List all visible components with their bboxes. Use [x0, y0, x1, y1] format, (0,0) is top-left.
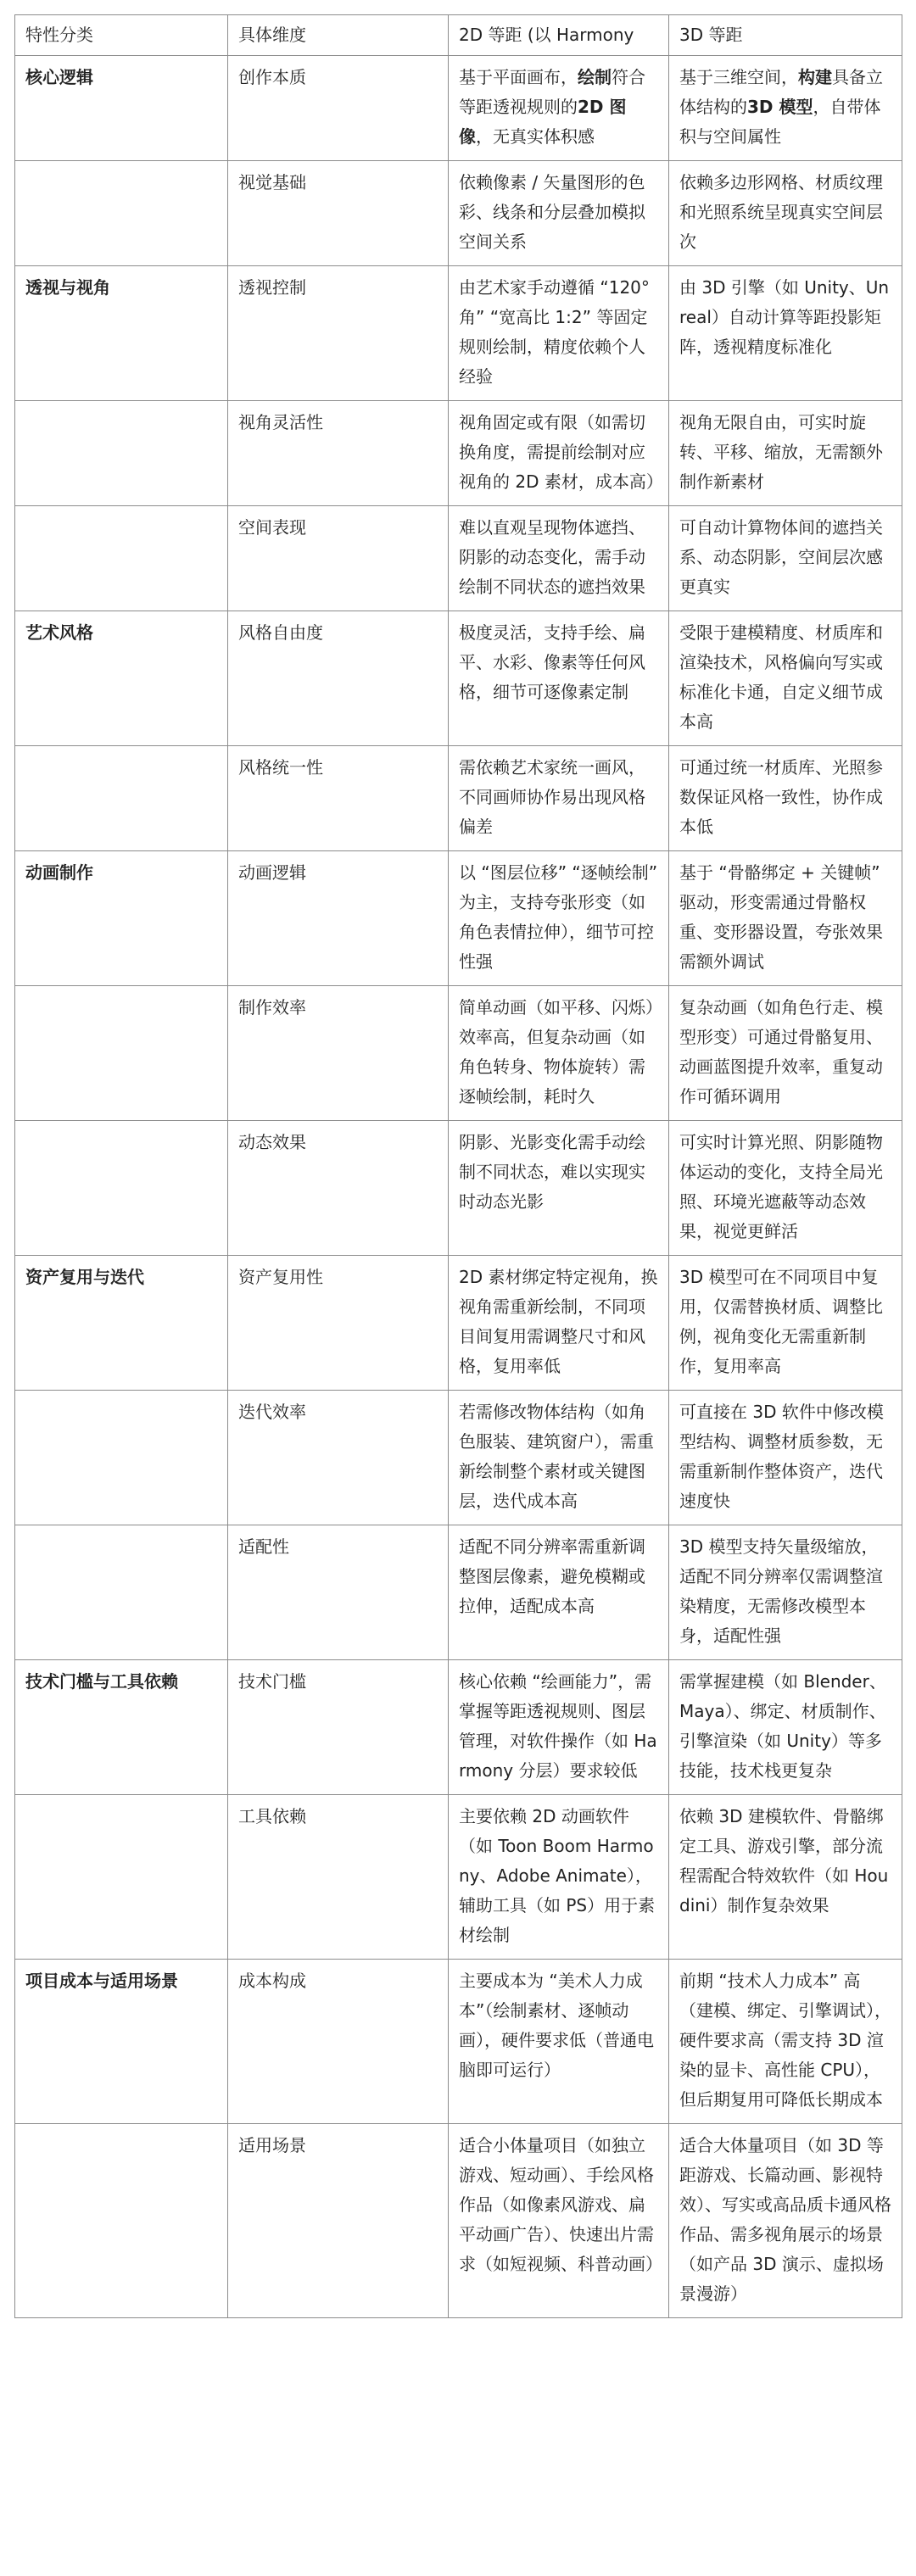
dimension-cell: 风格自由度: [228, 611, 449, 746]
cell-3d: [669, 851, 902, 986]
table-row: [15, 611, 902, 746]
cell-text: ，无真实体积感: [476, 126, 595, 147]
category-cell: [15, 161, 228, 266]
cell-emphasis: 2D 图像: [459, 97, 627, 147]
dimension-cell: 技术门槛: [228, 1660, 449, 1795]
cell-2d: [449, 746, 669, 851]
cell-text: 依赖多边形网格、材质纹理和光照系统呈现真实空间层次: [679, 172, 883, 252]
table-row: [15, 401, 902, 506]
dimension-cell: 资产复用性: [228, 1256, 449, 1391]
cell-3d: [669, 401, 902, 506]
dimension-cell: 视觉基础: [228, 161, 449, 266]
cell-text: 视角无限自由，可实时旋转、平移、缩放，无需额外制作新素材: [679, 412, 883, 492]
dimension-cell: 工具依赖: [228, 1795, 449, 1960]
cell-2d: [449, 1121, 669, 1256]
dimension-cell: 适配性: [228, 1525, 449, 1660]
cell-text: 主要依赖 2D 动画软件（如 Toon Boom Harmony、Adobe Animate），辅助工具（如 PS）用于素材绘制: [459, 1806, 656, 1945]
cell-text: 3D 模型可在不同项目中复用，仅需替换材质、调整比例，视角变化无需重新制作，复用率高: [679, 1267, 883, 1376]
table-row: [15, 2124, 902, 2318]
dimension-cell: 迭代效率: [228, 1391, 449, 1525]
cell-2d: [449, 1660, 669, 1795]
table-row: [15, 1121, 902, 1256]
cell-text: 由 3D 引擎（如 Unity、Unreal）自动计算等距投影矩阵，透视精度标准化: [679, 277, 890, 357]
cell-text: 以 “图层位移” “逐帧绘制” 为主，支持夸张形变（如角色表情拉伸），细节可控性强: [459, 862, 658, 972]
cell-text: 主要成本为 “美术人力成本”（绘制素材、逐帧动画），硬件要求低（普通电脑即可运行）: [459, 1971, 654, 2080]
dimension-cell: 制作效率: [228, 986, 449, 1121]
cell-3d: [669, 986, 902, 1121]
table-row: [15, 1660, 902, 1795]
dimension-cell: 风格统一性: [228, 746, 449, 851]
category-cell: 核心逻辑: [15, 56, 228, 161]
cell-text: 需依赖艺术家统一画风，不同画师协作易出现风格偏差: [459, 757, 645, 837]
header-3d-isometric: 3D 等距: [669, 15, 902, 56]
cell-3d: [669, 1795, 902, 1960]
category-cell: [15, 1525, 228, 1660]
header-2d-isometric: 2D 等距 (以 Harmony: [449, 15, 669, 56]
table-row: [15, 1391, 902, 1525]
cell-text: 需掌握建模（如 Blender、Maya）、绑定、材质制作、引擎渲染（如 Unity）等多技能，技术栈更复杂: [679, 1671, 886, 1781]
cell-text: 视角固定或有限（如需切换角度，需提前绘制对应视角的 2D 素材，成本高）: [459, 412, 663, 492]
table-row: [15, 986, 902, 1121]
cell-text: 符合等距透视规则的: [459, 67, 645, 117]
cell-text: 基于 “骨骼绑定 + 关键帧” 驱动，形变需通过骨骼权重、变形器设置，夸张效果需额外调试: [679, 862, 883, 972]
category-cell: [15, 506, 228, 611]
comparison-table: [14, 14, 902, 2318]
category-cell: [15, 746, 228, 851]
cell-text: 难以直观呈现物体遮挡、阴影的动态变化，需手动绘制不同状态的遮挡效果: [459, 517, 645, 597]
dimension-cell: 创作本质: [228, 56, 449, 161]
cell-2d: [449, 1391, 669, 1525]
header-category: 特性分类: [15, 15, 228, 56]
cell-2d: [449, 56, 669, 161]
cell-3d: [669, 1660, 902, 1795]
cell-2d: [449, 1795, 669, 1960]
cell-3d: [669, 2124, 902, 2318]
category-cell: 艺术风格: [15, 611, 228, 746]
cell-2d: [449, 1960, 669, 2124]
table-row: [15, 56, 902, 161]
cell-text: 若需修改物体结构（如角色服装、建筑窗户），需重新绘制整个素材或关键图层，迭代成本高: [459, 1402, 654, 1511]
dimension-cell: 透视控制: [228, 266, 449, 401]
table-row: [15, 746, 902, 851]
header-dimension: 具体维度: [228, 15, 449, 56]
cell-2d: [449, 506, 669, 611]
cell-emphasis: 3D 模型: [747, 97, 813, 117]
table-row: [15, 266, 902, 401]
category-cell: [15, 986, 228, 1121]
category-cell: 动画制作: [15, 851, 228, 986]
cell-3d: [669, 1960, 902, 2124]
cell-text: 核心依赖 “绘画能力”，需掌握等距透视规则、图层管理，对软件操作（如 Harmony 分层）要求较低: [459, 1671, 657, 1781]
cell-text: 适合大体量项目（如 3D 等距游戏、长篇动画、影视特效）、写实或高品质卡通风格作品、需多视角展示的场景（如产品 3D 演示、虚拟场景漫游）: [679, 2135, 891, 2304]
category-cell: [15, 1795, 228, 1960]
cell-2d: [449, 1256, 669, 1391]
category-cell: [15, 401, 228, 506]
dimension-cell: 动态效果: [228, 1121, 449, 1256]
cell-emphasis: 绘制: [578, 67, 612, 87]
cell-3d: [669, 746, 902, 851]
cell-text: 依赖像素 / 矢量图形的色彩、线条和分层叠加模拟空间关系: [459, 172, 645, 252]
cell-2d: [449, 611, 669, 746]
cell-2d: [449, 401, 669, 506]
dimension-cell: 适用场景: [228, 2124, 449, 2318]
cell-3d: [669, 266, 902, 401]
cell-3d: [669, 1391, 902, 1525]
dimension-cell: 动画逻辑: [228, 851, 449, 986]
category-cell: 透视与视角: [15, 266, 228, 401]
table-body: [15, 15, 902, 2318]
cell-text: 可直接在 3D 软件中修改模型结构、调整材质参数，无需重新制作整体资产，迭代速度快: [679, 1402, 884, 1511]
cell-text: 适配不同分辨率需重新调整图层像素，避免模糊或拉伸，适配成本高: [459, 1536, 645, 1616]
cell-2d: [449, 986, 669, 1121]
cell-2d: [449, 266, 669, 401]
cell-3d: [669, 1121, 902, 1256]
cell-3d: [669, 1525, 902, 1660]
header-row: [15, 15, 902, 56]
cell-3d: [669, 56, 902, 161]
table-row: [15, 851, 902, 986]
cell-2d: [449, 1525, 669, 1660]
cell-3d: [669, 1256, 902, 1391]
cell-2d: [449, 161, 669, 266]
dimension-cell: 成本构成: [228, 1960, 449, 2124]
category-cell: [15, 1391, 228, 1525]
cell-text: 具备立体结构的: [679, 67, 883, 117]
cell-3d: [669, 611, 902, 746]
cell-text: 3D 模型支持矢量级缩放，适配不同分辨率仅需调整渲染精度，无需修改模型本身，适配性强: [679, 1536, 883, 1646]
cell-text: 前期 “技术人力成本” 高（建模、绑定、引擎调试），硬件要求高（需支持 3D 渲染的显卡、高性能 CPU），但后期复用可降低长期成本: [679, 1971, 891, 2110]
table-row: [15, 1525, 902, 1660]
cell-text: 阴影、光影变化需手动绘制不同状态，难以实现实时动态光影: [459, 1132, 645, 1212]
cell-text: 复杂动画（如角色行走、模型形变）可通过骨骼复用、动画蓝图提升效率，重复动作可循环调用: [679, 997, 883, 1107]
cell-text: 基于平面画布，: [459, 67, 578, 87]
dimension-cell: 空间表现: [228, 506, 449, 611]
cell-3d: [669, 506, 902, 611]
category-cell: 技术门槛与工具依赖: [15, 1660, 228, 1795]
cell-text: 简单动画（如平移、闪烁）效率高，但复杂动画（如角色转身、物体旋转）需逐帧绘制，耗时久: [459, 997, 654, 1107]
cell-text: 可自动计算物体间的遮挡关系、动态阴影，空间层次感更真实: [679, 517, 883, 597]
cell-text: 适合小体量项目（如独立游戏、短动画）、手绘风格作品（如像素风游戏、扁平动画广告）、快速出片需求（如短视频、科普动画）: [459, 2135, 662, 2274]
cell-text: 基于三维空间，: [679, 67, 798, 87]
cell-text: 2D 素材绑定特定视角，换视角需重新绘制，不同项目间复用需调整尺寸和风格，复用率低: [459, 1267, 658, 1376]
table-row: [15, 506, 902, 611]
table-row: [15, 161, 902, 266]
cell-text: 受限于建模精度、材质库和渲染技术，风格偏向写实或标准化卡通，自定义细节成本高: [679, 622, 883, 732]
cell-text: 可通过统一材质库、光照参数保证风格一致性，协作成本低: [679, 757, 883, 837]
cell-2d: [449, 2124, 669, 2318]
cell-2d: [449, 851, 669, 986]
category-cell: 资产复用与迭代: [15, 1256, 228, 1391]
dimension-cell: 视角灵活性: [228, 401, 449, 506]
cell-text: 由艺术家手动遵循 “120° 角” “宽高比 1:2” 等固定规则绘制，精度依赖个人经验: [459, 277, 650, 387]
cell-text: ，自带体积与空间属性: [679, 97, 881, 147]
table-row: [15, 1256, 902, 1391]
cell-text: 依赖 3D 建模软件、骨骼绑定工具、游戏引擎，部分流程需配合特效软件（如 Houdini）制作复杂效果: [679, 1806, 889, 1915]
table-row: [15, 1960, 902, 2124]
table-row: [15, 1795, 902, 1960]
category-cell: [15, 2124, 228, 2318]
category-cell: [15, 1121, 228, 1256]
cell-emphasis: 构建: [798, 67, 832, 87]
cell-3d: [669, 161, 902, 266]
cell-text: 极度灵活，支持手绘、扁平、水彩、像素等任何风格，细节可逐像素定制: [459, 622, 645, 702]
cell-text: 可实时计算光照、阴影随物体运动的变化，支持全局光照、环境光遮蔽等动态效果，视觉更鲜活: [679, 1132, 883, 1241]
category-cell: 项目成本与适用场景: [15, 1960, 228, 2124]
